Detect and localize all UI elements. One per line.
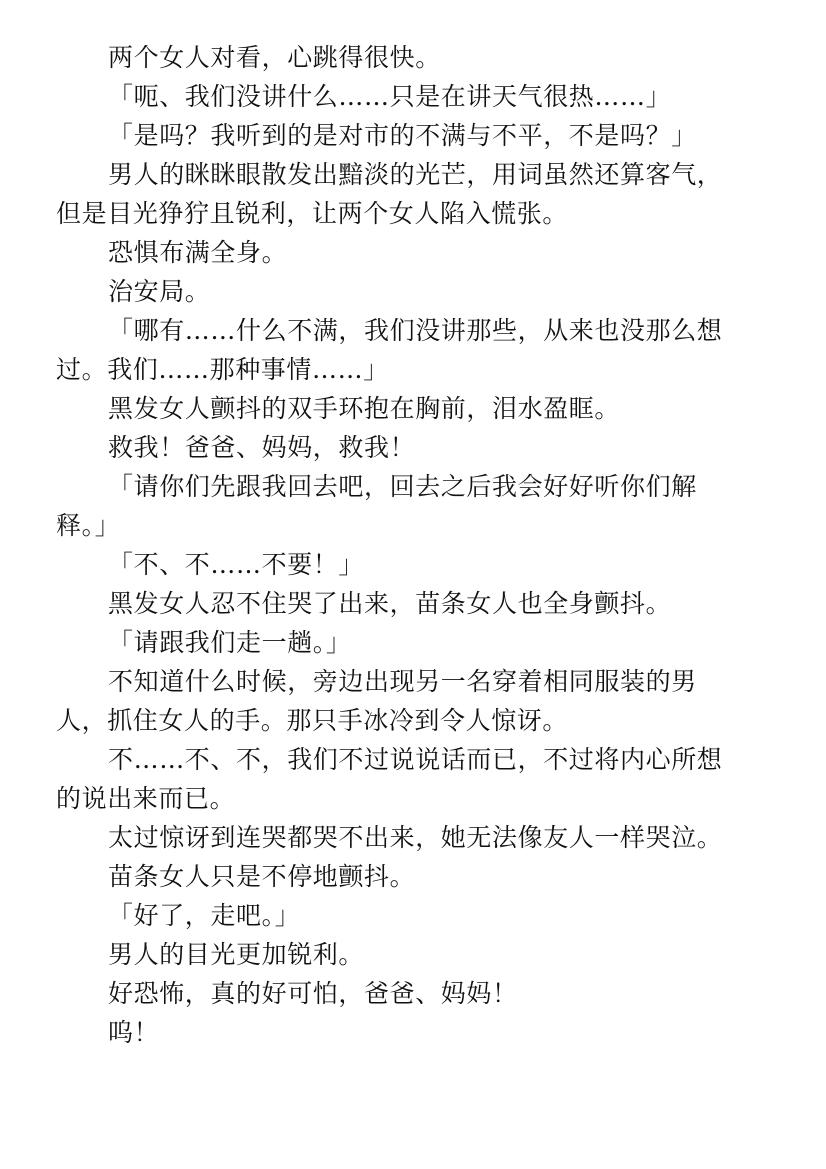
text-line: 救我！爸爸、妈妈，救我！ [108,433,416,462]
paragraph-1 [56,38,756,77]
text-line: 好恐怖，真的好可怕，爸爸、妈妈！ [108,979,518,1008]
paragraph-13 [56,623,756,662]
text-line: 但是目光狰狞且锐利，让两个女人陷入慌张。 [56,199,569,228]
paragraph-15 [56,740,756,818]
text-line: 男人的眯眯眼散发出黯淡的光芒，用词虽然还算客气， [108,160,723,189]
paragraph-7 [56,311,756,389]
paragraph-11 [56,545,756,584]
paragraph-5 [56,233,756,272]
paragraph-17 [56,857,756,896]
paragraph-2 [56,77,756,116]
text-line: 「呃、我们没讲什么……只是在讲天气很热……」 [108,82,672,111]
text-line: 「是吗？我听到的是对市的不满与不平，不是吗？」 [108,121,697,150]
text-line: 黑发女人忍不住哭了出来，苗条女人也全身颤抖。 [108,589,672,618]
paragraph-8 [56,389,756,428]
text-line: 的说出来而已。 [56,784,236,813]
paragraph-14 [56,662,756,740]
text-line: 两个女人对看，心跳得很快。 [108,43,441,72]
text-line: 「不、不……不要！」 [108,550,365,579]
text-line: 「请你们先跟我回去吧，回去之后我会好好听你们解 [108,472,697,501]
text-line: 不知道什么时候，旁边出现另一名穿着相同服装的男 [108,667,697,696]
paragraph-21 [56,1013,756,1052]
text-line: 恐惧布满全身。 [108,238,288,267]
paragraph-16 [56,818,756,857]
text-line: 「好了，走吧。」 [108,901,301,930]
paragraph-12 [56,584,756,623]
text-line: 苗条女人只是不停地颤抖。 [108,862,416,891]
text-line: 「哪有……什么不满，我们没讲那些，从来也没那么想 [108,316,723,345]
paragraph-9 [56,428,756,467]
paragraph-4 [56,155,756,233]
text-line: 治安局。 [108,277,211,306]
text-line: 太过惊讶到连哭都哭不出来，她无法像友人一样哭泣。 [108,823,723,852]
text-line: 不……不、不，我们不过说说话而已，不过将内心所想 [108,745,723,774]
text-line: 人，抓住女人的手。那只手冰冷到令人惊讶。 [56,706,569,735]
text-line: 「请跟我们走一趟。」 [108,628,352,657]
text-line: 过。我们……那种事情……」 [56,355,389,384]
document-page [56,38,756,1052]
paragraph-3 [56,116,756,155]
text-line: 呜！ [108,1018,160,1047]
paragraph-6 [56,272,756,311]
paragraph-18 [56,896,756,935]
text-line: 男人的目光更加锐利。 [108,940,365,969]
text-line: 释。」 [56,511,121,540]
paragraph-20 [56,974,756,1013]
paragraph-10 [56,467,756,545]
text-line: 黑发女人颤抖的双手环抱在胸前，泪水盈眶。 [108,394,621,423]
paragraph-19 [56,935,756,974]
